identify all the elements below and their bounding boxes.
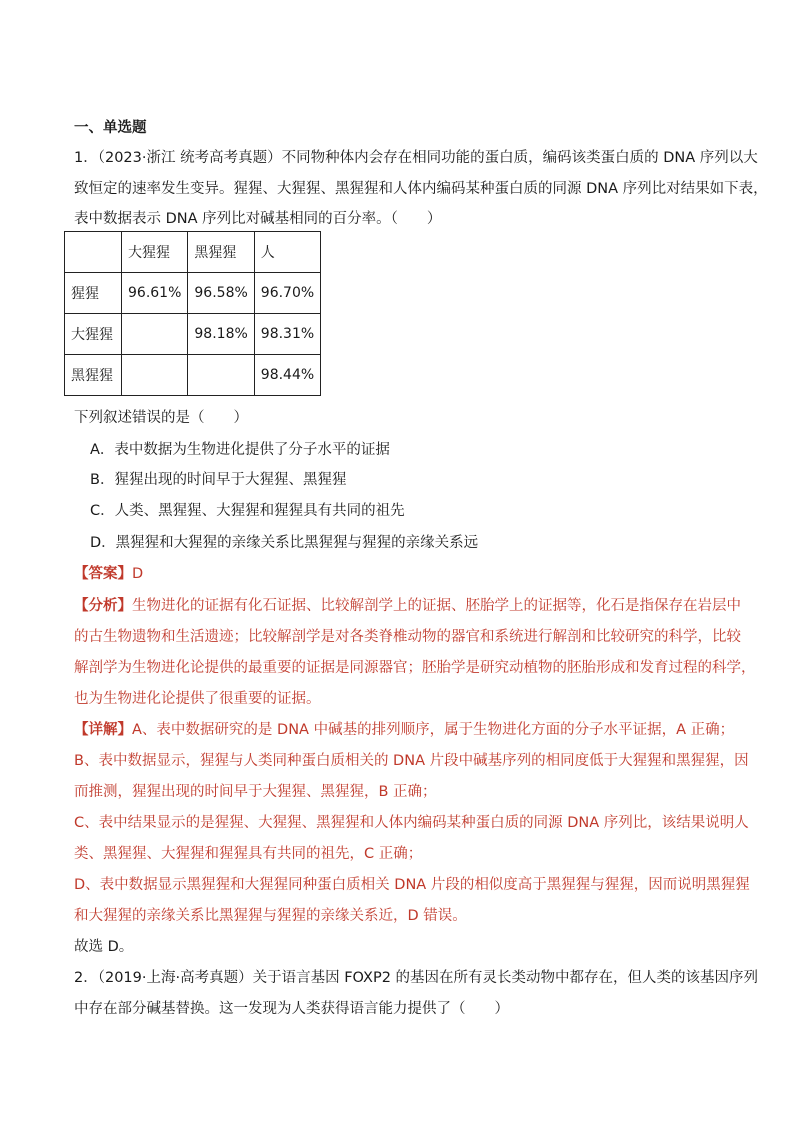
table-cell: 96.58% (188, 273, 254, 314)
question-1-stem-line-2: 致恒定的速率发生变异。猩猩、大猩猩、黑猩猩和人体内编码某种蛋白质的同源 DNA 序列比对结果如下表， (74, 181, 768, 197)
option-b: B．猩猩出现的时间早于大猩猩、黑猩猩 (90, 472, 347, 488)
detail-line-4: C、表中结果显示的是猩猩、大猩猩、黑猩猩和人体内编码某种蛋白质的同源 DNA 序列比，该结果说明人 (74, 815, 749, 831)
detail-tag: 【详解】 (74, 722, 132, 738)
table-cell (188, 355, 254, 396)
conclusion: 故选 D。 (74, 939, 134, 955)
detail-line-7: 和大猩猩的亲缘关系比黑猩猩与猩猩的亲缘关系近，D 错误。 (74, 908, 467, 924)
analysis-line-3: 解剖学为生物进化论提供的最重要的证据是同源器官；胚胎学是研究动植物的胚胎形成和发育过程的科学， (74, 660, 756, 676)
table-row (65, 355, 321, 396)
option-c: C．人类、黑猩猩、大猩猩和猩猩具有共同的祖先 (90, 503, 405, 519)
table-row-label: 大猩猩 (65, 314, 122, 355)
table-cell (122, 314, 188, 355)
answer-value: D (132, 566, 144, 582)
table-header-cell: 大猩猩 (122, 232, 188, 273)
table-cell: 98.18% (188, 314, 254, 355)
option-d: D．黑猩猩和大猩猩的亲缘关系比黑猩猩与猩猩的亲缘关系远 (90, 535, 479, 551)
detail-line-6: D、表中数据显示黑猩猩和大猩猩同种蛋白质相关 DNA 片段的相似度高于黑猩猩与猩猩，因而说明黑猩猩 (74, 877, 750, 893)
detail-line-3: 而推测，猩猩出现的时间早于大猩猩、黑猩猩，B 正确； (74, 784, 437, 800)
table-cell (122, 355, 188, 396)
table-row (65, 273, 321, 314)
question-1-stem-line-3: 表中数据表示 DNA 序列比对碱基相同的百分率。（ ） (74, 211, 442, 227)
detail-line-1 (74, 720, 734, 740)
table-row (65, 314, 321, 355)
analysis-line-1 (74, 596, 741, 616)
question-1-prompt: 下列叙述错误的是（ ） (74, 410, 248, 426)
analysis-line-2: 的古生物遗物和生活遗迹；比较解剖学是对各类脊椎动物的器官和系统进行解剖和比较研究的科学，比较 (74, 629, 741, 645)
question-2-stem-line-2: 中存在部分碱基替换。这一发现为人类获得语言能力提供了（ ） (74, 1001, 509, 1017)
table-cell: 98.31% (254, 314, 320, 355)
table-header-cell: 黑猩猩 (188, 232, 254, 273)
analysis-line-4: 也为生物进化论提供了很重要的证据。 (74, 691, 321, 707)
table-cell (65, 232, 122, 273)
question-1-stem-line-1: 1．（2023·浙江 统考高考真题）不同物种体内会存在相同功能的蛋白质，编码该类蛋白质的 DNA 序列以大 (74, 150, 758, 166)
answer-tag: 【答案】 (74, 566, 132, 582)
answer-line (74, 564, 734, 584)
table-cell: 98.44% (254, 355, 320, 396)
detail-line-5: 类、黑猩猩、大猩猩和猩猩具有共同的祖先，C 正确； (74, 846, 423, 862)
detail-text: A、表中数据研究的是 DNA 中碱基的排列顺序，属于生物进化方面的分子水平证据，A 正确； (132, 722, 735, 738)
table-header-cell: 人 (254, 232, 320, 273)
table-cell: 96.61% (122, 273, 188, 314)
table-row-label: 猩猩 (65, 273, 122, 314)
option-a: A．表中数据为生物进化提供了分子水平的证据 (90, 442, 390, 458)
detail-line-2: B、表中数据显示，猩猩与人类同种蛋白质相关的 DNA 片段中碱基序列的相同度低于大猩猩和黑猩猩，因 (74, 753, 749, 769)
table-header-row (65, 232, 321, 273)
sequence-comparison-table (64, 231, 321, 396)
table-row-label: 黑猩猩 (65, 355, 122, 396)
section-title: 一、单选题 (74, 120, 147, 136)
table-cell: 96.70% (254, 273, 320, 314)
analysis-text: 生物进化的证据有化石证据、比较解剖学上的证据、胚胎学上的证据等，化石是指保存在岩层中 (132, 598, 741, 614)
analysis-tag: 【分析】 (74, 598, 132, 614)
question-2-stem-line-1: 2．（2019·上海·高考真题）关于语言基因 FOXP2 的基因在所有灵长类动物中都存在，但人类的该基因序列 (74, 970, 759, 986)
